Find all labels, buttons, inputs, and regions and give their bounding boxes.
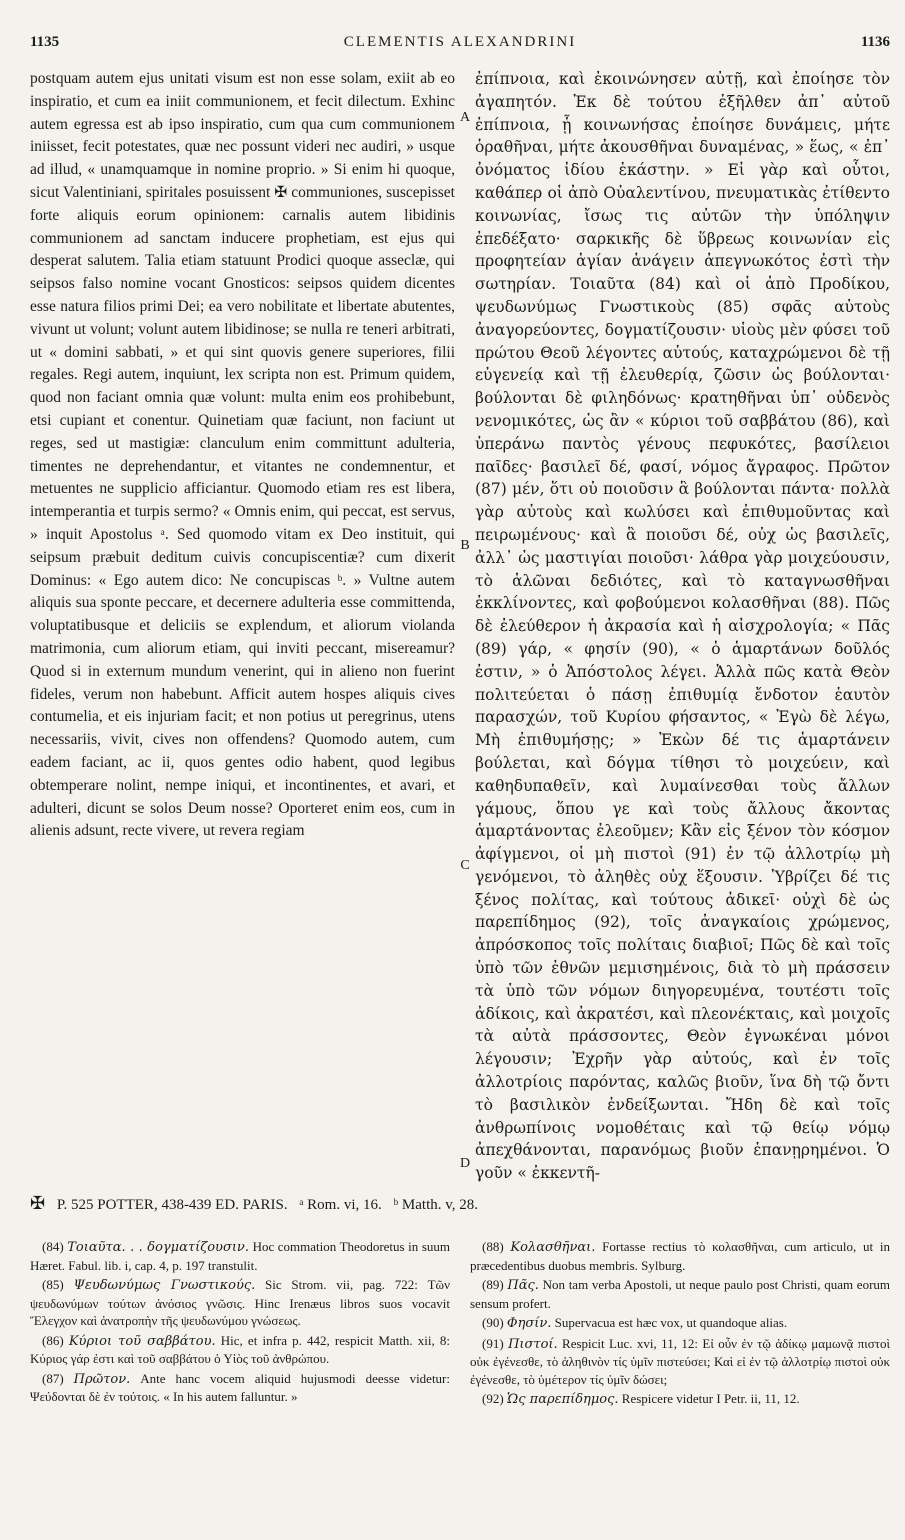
note-lemma: Ψευδωνύμως Γνωστικούς. [73, 1278, 256, 1293]
note-text: Sic Strom. vii, pag. 722: Τῶν ψευδωνύμων τούτων ἀνόσιος γνῶσις. Hinc Irenæus libros suos vocavit Ἔλεγχον καὶ ἀνατροπὴν τῆς ψευδωνύμου γνώσεως. [30, 1277, 450, 1328]
section-marker-d: D [459, 1156, 471, 1171]
note-text: Fortasse rectius τὸ κολασθῆναι, cum articulo, ut in præcedentibus duobus membris. Sylburg. [470, 1239, 890, 1273]
note-item [470, 1276, 890, 1312]
note-number: (91) [482, 1335, 504, 1351]
note-number: (92) [482, 1391, 504, 1406]
note-number: (87) [42, 1370, 64, 1386]
latin-text: postquam autem ejus unitati visum est non esse solam, exiit ab eo inspiratio, et cum ea iniit communionem, et fecit dilectum. Exhinc autem egressa est ab ipso inspiratio, cum qua cum communionem iniisset, fecit potestates, quæ nec possunt videri nec audiri, » usque ad illud, « unamquamque in nomine proprio. » Si enim hi quoque, sicut Valentiniani, spiritales posuissent ✠ communiones, suscepisset forte aliquis eorum opinionem: carnalis autem libidinis communionem ad sanctam inducere prophetiam, est ejus qui desperat salutem. Talia etiam statuunt Prodici quoque asseclæ, qui seipsos falso nomine vocant Gnosticos: seipsos quidem dicentes esse natura filios primi Dei; ea vero nobilitate et libertate abutentes, vivunt ut volunt; volunt autem libidinose; se nulla re teneri arbitrati, ut « domini sabbati, » et qui sint quovis genere superiores, filii regales. Regi autem, inquiunt, lex scripta non est. Primum quidem, quod non faciant omnia quæ volunt: multa enim eos prohibebunt, etsi cupiant et conentur. Quinetiam quæ faciunt, non faciunt ut reges, sed ut mastigiæ: clanculum enim committunt adulteria, timentes ne deprehendantur, et vitantes ne condemnentur, et metuentes ne supplicio afficiantur. Quomodo etiam res est libera, intemperantia et turpis sermo? « Omnis enim, qui peccat, est servus, » inquit Apostolus ᵃ. Sed quomodo vitam ex Deo instituit, qui seipsum præbuit deditum cuivis concupiscentiæ? cum dixerit Dominus: « Ego autem dico: Ne concupiscas ᵇ. » Vultne autem aliquis sua sponte peccare, et decernere adulteria esse committenda, voluptatibusque et deliciis se explendum, et aliorum violanda matrimonia, cum aliorum etiam, qui inviti peccant, misereamur? Quod si in externum mundum venerint, qui in alieno non fuerint fideles, verum non habebunt. Afficit autem hospes aliquis cives contumelia, et eis injuriam facit; et non potius ut peregrinus, utens necessariis, vivit, cives non offendens? Quomodo autem, cum eadem faciant, ac ii, quos gentes odio habent, quod legibus obtemperare nolint, nempe iniqui, et incontinentes, et avari, et adulteri, dicunt se solos Deum nosse? Oporteret enim eos, cum in alienis adsunt, recte vivere, ut revera regiam [30, 70, 455, 840]
running-title: CLEMENTIS ALEXANDRINI [343, 34, 577, 50]
notes-right-column [470, 1238, 890, 1411]
note-lemma: Τοιαῦτα. . . δογματίζουσιν. [67, 1240, 249, 1255]
note-text: Supervacua est hæc vox, ut quandoque alias. [554, 1315, 788, 1330]
footnote-a: ᵃ Rom. vi, 16. [299, 1197, 382, 1213]
section-marker-a: A [459, 110, 471, 125]
note-item [30, 1238, 450, 1274]
note-lemma: Πιστοί. [508, 1336, 558, 1352]
notes-left-column [30, 1238, 450, 1408]
note-item [470, 1314, 890, 1333]
note-number: (89) [482, 1277, 504, 1292]
note-item [470, 1238, 890, 1274]
note-text: Respicere videtur I Petr. ii, 11, 12. [621, 1391, 800, 1406]
note-item [30, 1332, 450, 1368]
note-text: Hoc commation Theodoretus in suum Hæret. Fabul. lib. i, cap. 4, p. 197 transtulit. [30, 1239, 451, 1273]
cross-icon: ✠ [30, 1193, 46, 1213]
book-page [30, 28, 890, 1518]
note-lemma: Ὡς παρεπίδημος. [506, 1392, 619, 1407]
note-lemma: Πᾶς. [507, 1278, 539, 1293]
note-item [30, 1276, 450, 1330]
page-number-left: 1135 [30, 34, 60, 50]
text-columns [30, 68, 890, 1183]
note-lemma: Φησίν. [506, 1316, 552, 1331]
running-header [30, 28, 890, 58]
note-item [30, 1370, 450, 1406]
note-number: (84) [42, 1239, 64, 1254]
note-item [470, 1335, 890, 1389]
note-number: (85) [42, 1277, 64, 1292]
note-item [470, 1390, 890, 1409]
note-text: Respicit Luc. xvi, 11, 12: Εἰ οὖν ἐν τῷ ἀδίκῳ μαμωνᾷ πιστοὶ οὐκ ἐγένεσθε, τὸ ἀληθινὸν τίς ὑμῖν πιστεύσει; Καὶ εἰ ἐν τῷ ἀλλοτρίῳ πιστοὶ οὐκ ἐγένεσθε, τὸ ὑμέτερον τίς ὑμῖν δώσει; [470, 1335, 890, 1387]
greek-text: ἐπίπνοια, καὶ ἐκοινώνησεν αὐτῇ, καὶ ἐποίησε τὸν ἀγαπητόν. Ἐκ δὲ τούτου ἐξῆλθεν ἀπ᾽ αὐτοῦ ἐπίπνοια, ᾗ κοινωνήσας ἐποίησε δυνάμεις, μήτε ὁραθῆναι, μήτε ἀκουσθῆναι δυναμένας, » ἕως, « ἐπ᾽ ὀνόματος ἰδίου ἑκάστην. » Εἰ γὰρ καὶ οὗτοι, καθάπερ οἱ ἀπὸ Οὐαλεντίνου, πνευματικὰς ἐτίθεντο κοινωνίας, ἴσως τις αὐτῶν τὴν ὑπόληψιν ἐπεδέξατο· σαρκικῆς δὲ ὕβρεως κοινωνίαν εἰς προφητείαν ἁγίαν ἀνάγειν ἀπεγνωκότος ἐστὶ τὴν σωτηρίαν. Τοιαῦτα (84) καὶ οἱ ἀπὸ Προδίκου, ψευδωνύμως Γνωστικοὺς (85) σφᾶς αὐτοὺς ἀναγορεύοντες, δογματίζουσιν· υἱοὺς μὲν φύσει τοῦ πρώτου Θεοῦ λέγοντες αὐτούς, καταχρώμενοι δὲ τῇ εὐγενείᾳ καὶ τῇ ἐλευθερίᾳ, ζῶσιν ὡς βούλονται· βούλονται δὲ φιληδόνως· κρατηθῆναι ὑπ᾽ οὐδενὸς νενομικότες, ὡς ἂν « κύριοι τοῦ σαββάτου (86), καὶ ὑπεράνω παντὸς γένους πεφυκότες, βασίλειοι παῖδες· βασιλεῖ δέ, φασί, νόμος ἄγραφος. Πρῶτον (87) μέν, ὅτι οὐ ποιοῦσιν ἃ βούλονται πάντα· πολλὰ γὰρ αὐτοὺς καὶ κωλύσει καὶ ἐπιθυμοῦντας καὶ πειρωμένους· καὶ ἃ ποιοῦσι δέ, οὐχ ὡς βασιλεῖς, ἀλλ᾽ ὡς μαστιγίαι ποιοῦσι· λάθρα γὰρ μοιχεύουσιν, τὸ ἁλῶναι δεδιότες, καὶ τὸ καταγνωσθῆναι ἐκκλίνοντες, καὶ φοβούμενοι κολασθῆναι (88). Πῶς δὲ ἐλεύθερον ἡ ἀκρασία καὶ ἡ αἰσχρολογία; « Πᾶς (89) γάρ, « φησίν (90), « ὁ ἁμαρτάνων δοῦλός ἐστιν, » ὁ Ἀπόστολος λέγει. Ἀλλὰ πῶς κατὰ Θεὸν πολιτεύεται ὁ πάσῃ ἐπιθυμίᾳ ἔνδοτον ἑαυτὸν παρασχών, τοῦ Κυρίου φήσαντος, « Ἐγὼ δὲ λέγω, Μὴ ἐπιθυμήσῃς; » Ἑκὼν δέ τις ἁμαρτάνειν βούλεται, καὶ δόγμα τίθησι τὸ μοιχεύειν, καὶ καθηδυπαθεῖν, καὶ λυμαίνεσθαι τοὺς ἄλλων γάμους, ὅπου γε καὶ τοὺς ἄλλους ἄκοντας ἁμαρτάνοντας ἐλεοῦμεν; Κἂν εἰς ξένον τὸν κόσμον ἀφίγμενοι, οἱ μὴ πιστοὶ (91) ἐν τῷ ἀλλοτρίῳ μὴ γενόμενοι, τὸ ἀληθὲς οὐχ ἕξουσιν. Ὑβρίζει δέ τις ξένος πολίτας, καὶ τούτους ἀδικεῖ· οὐχὶ δὲ ὡς παρεπίδημος (92), τοῖς ἀναγκαίοις χρώμενος, ἀπρόσκοπος τοῖς πολίταις διαβιοῖ; Πῶς δὲ καὶ τοῖς ὑπὸ τῶν ἐθνῶν μεμισημένοις, διὰ τὸ μὴ πράσσειν τὰ ὑπὸ τῶν νόμων διηγορευμένα, τουτέστι τοῖς ἀδίκοις, καὶ ἀκρατέσι, καὶ πλεονέκταις, καὶ μοιχοῖς τὰ αὐτὰ πράσσοντες, Θεὸν ἐγνωκέναι μόνοι λέγουσιν; Ἐχρῆν γὰρ αὐτούς, καὶ ἐν τοῖς ἀλλοτρίοις παρόντας, καλῶς βιοῦν, ἵνα δὴ τῷ ὄντι τὸ βασιλικὸν ἐνδείξωνται. Ἤδη δὲ καὶ τοῖς ἀνθρωπίνοις νομοθέταις καὶ τῷ θείῳ νόμῳ ἀπεχθάνονται, παρανόμως βιοῦν ἐπανῃρημένοι. Ὁ γοῦν « ἐκκεντῆ- [475, 70, 890, 1183]
latin-column [30, 68, 455, 1170]
note-lemma: Κύριοι τοῦ σαββάτου. [68, 1333, 216, 1349]
note-number: (86) [42, 1332, 64, 1348]
note-number: (90) [482, 1315, 504, 1330]
note-text: Non tam verba Apostoli, ut neque paulo post Christi, quam eorum sensum profert. [470, 1277, 891, 1311]
note-lemma: Πρῶτον. [73, 1371, 131, 1387]
section-marker-b: B [460, 538, 470, 553]
footnote-b: ᵇ Matth. v, 28. [393, 1197, 479, 1213]
critical-notes [30, 1238, 890, 1518]
note-text: Ante hanc vocem aliquid hujusmodi deesse videtur: Ψεύδονται δὲ ἐν τούτοις. « In his autem falluntur. » [30, 1370, 451, 1404]
source-reference-line [30, 1193, 890, 1214]
section-marker-c: C [460, 858, 470, 873]
note-number: (88) [482, 1239, 504, 1254]
greek-column [475, 68, 890, 1183]
edition-reference: P. 525 POTTER, 438-439 ED. PARIS. [56, 1197, 288, 1213]
note-text: Hic, et infra p. 442, respicit Matth. xii, 8: Κύριος γάρ ἐστι καὶ τοῦ σαββάτου ὁ Υἱὸς τοῦ ἀνθρώπου. [30, 1332, 451, 1366]
note-lemma: Κολασθῆναι. [510, 1240, 596, 1255]
page-number-right: 1136 [860, 34, 890, 50]
